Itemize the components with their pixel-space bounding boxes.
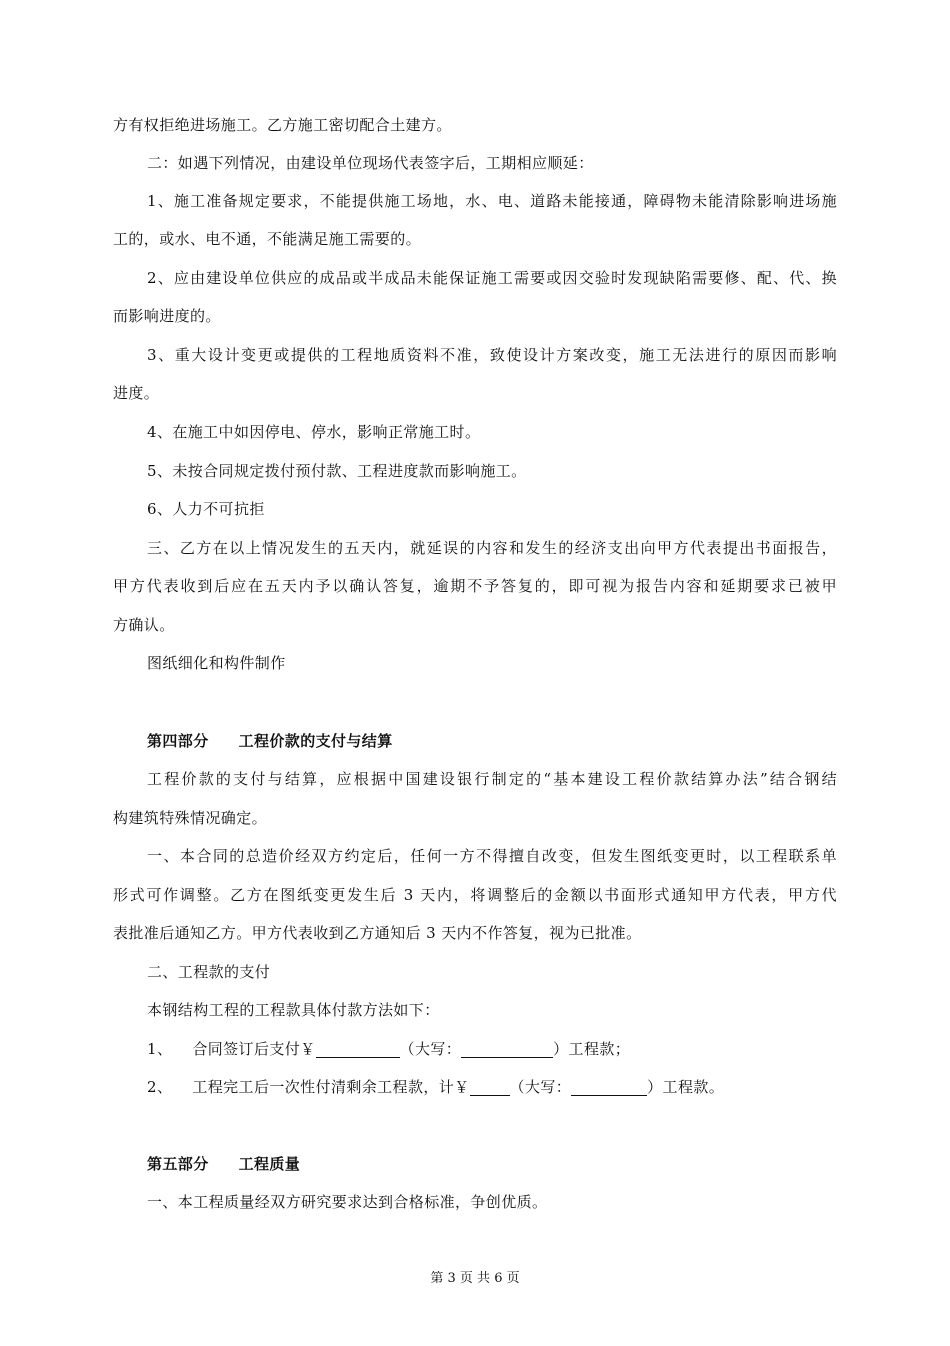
text-line: 6、人力不可抗拒 bbox=[147, 500, 265, 518]
text-line: 表批准后通知乙方。甲方代表收到乙方通知后 3 天内不作答复，视为已批准。 bbox=[113, 924, 642, 942]
part4-heading bbox=[147, 731, 393, 751]
part4-heading-number: 第四部分 bbox=[147, 732, 209, 750]
amount-blank[interactable] bbox=[316, 1041, 400, 1058]
text-line: 工的，或水、电不通，不能满足施工需要的。 bbox=[113, 230, 422, 248]
text-line: 工程价款的支付与结算，应根据中国建设银行制定的“基本建设工程价款结算办法”结合钢结 bbox=[147, 770, 837, 788]
text-line: 一、本合同的总造价经双方约定后，任何一方不得擅自改变，但发生图纸变更时，以工程联系单 bbox=[147, 847, 837, 865]
text-line: 1、施工准备规定要求，不能提供施工场地，水、电、道路未能接通，障碍物未能清除影响进场施 bbox=[147, 192, 837, 210]
payment-item-2 bbox=[147, 1077, 724, 1097]
text-line: 本钢结构工程的工程款具体付款方法如下： bbox=[147, 1001, 440, 1019]
amount-words-blank[interactable] bbox=[571, 1079, 647, 1096]
text-line: 方有权拒绝进场施工。乙方施工密切配合土建方。 bbox=[113, 116, 452, 134]
part5-heading-title: 工程质量 bbox=[238, 1155, 301, 1173]
text-line: 4、在施工中如因停电、停水，影响正常施工时。 bbox=[147, 423, 481, 441]
text-line: 二、工程款的支付 bbox=[147, 963, 271, 981]
payment-item-number: 1、 bbox=[147, 1040, 173, 1058]
text-line: 方确认。 bbox=[113, 616, 175, 634]
part5-heading-number: 第五部分 bbox=[147, 1155, 209, 1173]
text-line: 甲方代表收到后应在五天内予以确认答复，逾期不予答复的，即可视为报告内容和延期要求已被甲 bbox=[113, 577, 837, 595]
payment-text: ）工程款。 bbox=[647, 1078, 725, 1096]
text-line: 形式可作调整。乙方在图纸变更发生后 3 天内，将调整后的金额以书面形式通知甲方代表，甲方代 bbox=[113, 886, 837, 904]
amount-words-blank[interactable] bbox=[461, 1041, 553, 1058]
payment-text: 合同签订后支付￥ bbox=[192, 1040, 316, 1058]
payment-text: （大写： bbox=[399, 1040, 462, 1058]
text-line: 进度。 bbox=[113, 384, 160, 402]
payment-text: ）工程款； bbox=[553, 1040, 631, 1058]
text-line: 二：如遇下列情况，由建设单位现场代表签字后，工期相应顺延： bbox=[147, 154, 594, 172]
text-line: 3、重大设计变更或提供的工程地质资料不准，致使设计方案改变，施工无法进行的原因而影响 bbox=[147, 346, 837, 364]
amount-blank[interactable] bbox=[470, 1079, 510, 1096]
text-line: 构建筑特殊情况确定。 bbox=[113, 809, 268, 827]
page-number-footer: 第 3 页 共 6 页 bbox=[430, 1271, 520, 1286]
part5-heading bbox=[147, 1154, 300, 1174]
payment-text: 工程完工后一次性付清剩余工程款，计￥ bbox=[192, 1078, 470, 1096]
part4-heading-title: 工程价款的支付与结算 bbox=[238, 732, 393, 750]
payment-item-number: 2、 bbox=[147, 1078, 173, 1096]
text-line: 图纸细化和构件制作 bbox=[147, 654, 286, 672]
text-line: 2、应由建设单位供应的成品或半成品未能保证施工需要或因交验时发现缺陷需要修、配、代、换 bbox=[147, 269, 837, 287]
text-line: 5、未按合同规定拨付预付款、工程进度款而影响施工。 bbox=[147, 462, 527, 480]
text-line: 三、乙方在以上情况发生的五天内，就延误的内容和发生的经济支出向甲方代表提出书面报告， bbox=[147, 539, 837, 557]
payment-text: （大写： bbox=[509, 1078, 572, 1096]
text-line: 而影响进度的。 bbox=[113, 307, 221, 325]
text-line: 一、本工程质量经双方研究要求达到合格标准，争创优质。 bbox=[147, 1193, 548, 1211]
payment-item-1 bbox=[147, 1039, 630, 1059]
